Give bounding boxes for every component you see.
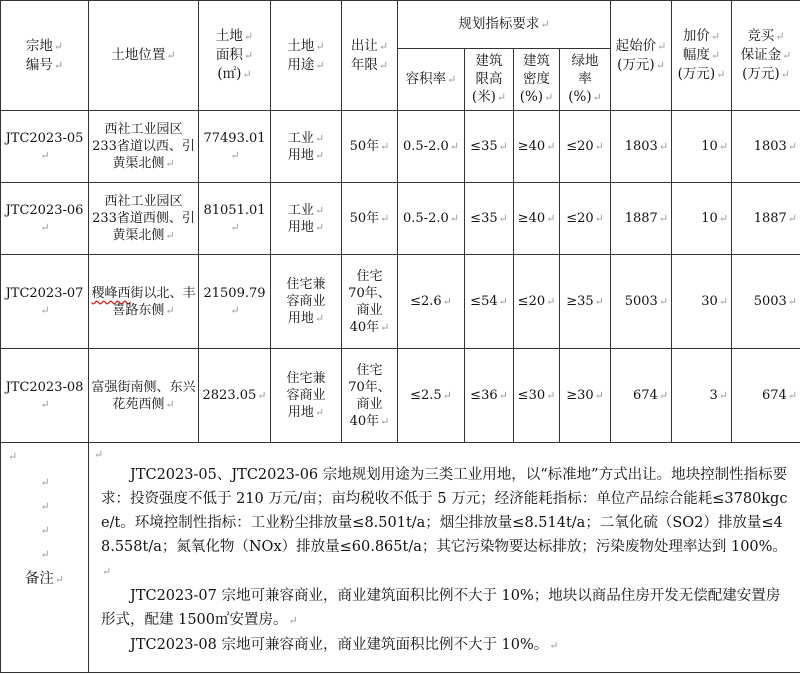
header-lease-term: 出让↵ 年限↵ [342, 1, 398, 111]
notes-label: 备注 [24, 571, 54, 587]
paragraph-mark: ↵ [8, 450, 18, 463]
building-density-cell: ≤20↵ [514, 255, 560, 349]
bid-deposit-cell: 5003↵ [732, 255, 800, 349]
land-id-cell: JTC2023-08↵ [1, 349, 89, 443]
building-density-cell: ≤30↵ [514, 349, 560, 443]
paragraph-mark: ↵ [40, 500, 50, 513]
height-limit-cell: ≤35↵ [465, 111, 514, 183]
header-building-density: 建筑 密度 (%)↵ [514, 49, 560, 111]
header-land-area: 土地↵ 面积↵ (㎡)↵ [199, 1, 271, 111]
green-ratio-cell: ≥35↵ [560, 255, 611, 349]
lease-term-cell: 50年↵ [342, 111, 398, 183]
building-density-cell: ≥40↵ [514, 183, 560, 255]
header-start-price: 起始价↵ (万元)↵ [611, 1, 672, 111]
paragraph-mark: ↵ [40, 548, 50, 561]
note-paragraph-3: JTC2023-08 宗地可兼容商业，商业建筑面积比例不大于 10%。↵ [130, 637, 559, 653]
land-use-cell: 住宅兼 容商业 用地↵ [271, 255, 342, 349]
land-use-cell: 住宅兼 容商业 用地↵ [271, 349, 342, 443]
building-density-cell: ≥40↵ [514, 111, 560, 183]
bid-deposit-cell: 1887↵ [732, 183, 800, 255]
header-planning-requirements: 规划指标要求↵ [398, 1, 611, 49]
far-cell: ≤2.6↵ [398, 255, 465, 349]
lease-term-cell: 50年↵ [342, 183, 398, 255]
table-row [1, 183, 800, 255]
note-paragraph-2: JTC2023-07 宗地可兼容商业，商业建筑面积比例不大于 10%；地块以商品住房开发无偿配建安置房形式，配建 1500㎡安置房。↵ [101, 588, 781, 628]
far-cell: 0.5-2.0↵ [398, 111, 465, 183]
land-location-cell: 西社工业园区 233省道以西、引 黄渠北侧↵ [89, 111, 199, 183]
lease-term-cell: 住宅 70年、 商业 40年↵ [342, 255, 398, 349]
notes-content [89, 443, 800, 673]
land-area-cell: 21509.79↵ [199, 255, 271, 349]
land-id-cell: JTC2023-05↵ [1, 111, 89, 183]
header-green-ratio: 绿地 率 (%)↵ [560, 49, 611, 111]
bid-increment-cell: 10↵ [672, 111, 732, 183]
bid-deposit-cell: 674↵ [732, 349, 800, 443]
header-bid-increment: 加价↵ 幅度↵ (万元)↵ [672, 1, 732, 111]
land-area-cell: 77493.01↵ [199, 111, 271, 183]
green-ratio-cell: ≤20↵ [560, 183, 611, 255]
start-price-cell: 674↵ [611, 349, 672, 443]
land-area-cell: 81051.01↵ [199, 183, 271, 255]
land-area-cell: 2823.05↵ [199, 349, 271, 443]
header-height-limit: 建筑 限高 (米)↵ [465, 49, 514, 111]
bid-increment-cell: 10↵ [672, 183, 732, 255]
notes-row [1, 443, 800, 673]
land-location-cell: 稷峰西街以北、丰 喜路东侧↵ [89, 255, 199, 349]
land-location-cell: 富强街南侧、东兴 花苑西侧↵ [89, 349, 199, 443]
land-use-cell: 工业↵ 用地↵ [271, 111, 342, 183]
table-row [1, 255, 800, 349]
green-ratio-cell: ≥30↵ [560, 349, 611, 443]
bid-deposit-cell: 1803↵ [732, 111, 800, 183]
header-far: 容积率↵ [398, 49, 465, 111]
paragraph-mark: ↵ [40, 524, 50, 537]
header-land-location: 土地位置↵ [89, 1, 199, 111]
table-row [1, 111, 800, 183]
land-location-cell: 西社工业园区 233省道西侧、引 黄渠北侧↵ [89, 183, 199, 255]
header-land-id: 宗地↵ 编号↵ [1, 1, 89, 111]
far-cell: ≤2.5↵ [398, 349, 465, 443]
header-bid-deposit: 竞买↵ 保证金↵ (万元)↵ [732, 1, 800, 111]
bid-increment-cell: 30↵ [672, 255, 732, 349]
lease-term-cell: 住宅 70年、 商业 40年↵ [342, 349, 398, 443]
start-price-cell: 5003↵ [611, 255, 672, 349]
far-cell: 0.5-2.0↵ [398, 183, 465, 255]
land-use-cell: 工业↵ 用地↵ [271, 183, 342, 255]
bid-increment-cell: 3↵ [672, 349, 732, 443]
height-limit-cell: ≤35↵ [465, 183, 514, 255]
table-row [1, 349, 800, 443]
notes-label-cell: ↵ ↵ ↵ ↵ ↵ 备注↵ [1, 443, 89, 673]
paragraph-mark: ↵ [40, 476, 50, 489]
height-limit-cell: ≤36↵ [465, 349, 514, 443]
start-price-cell: 1887↵ [611, 183, 672, 255]
note-paragraph-1: JTC2023-05、JTC2023-06 宗地规划用途为三类工业用地，以“标准地”方式出让。地块控制性指标要求：投资强度不低于 210 万元/亩；亩均税收不低于 5 万元；经济能耗指标：单位产品综合能耗≤3780kgce/t。环境控制性指标：工业粉尘排放量≤8.501t/a；烟尘排放量≤8.514t/a；二氧化硫（SO2）排放量≤48.558t/a；氮氧化物（NOx）排放量≤60.865t/a；其它污染物要达标排放；污染废物处理率达到 100%。↵ [101, 467, 788, 578]
paragraph-mark: ↵ [94, 448, 104, 461]
land-id-cell: JTC2023-07↵ [1, 255, 89, 349]
start-price-cell: 1803↵ [611, 111, 672, 183]
land-id-cell: JTC2023-06↵ [1, 183, 89, 255]
height-limit-cell: ≤54↵ [465, 255, 514, 349]
header-land-use: 土地↵ 用途↵ [271, 1, 342, 111]
green-ratio-cell: ≤20↵ [560, 111, 611, 183]
